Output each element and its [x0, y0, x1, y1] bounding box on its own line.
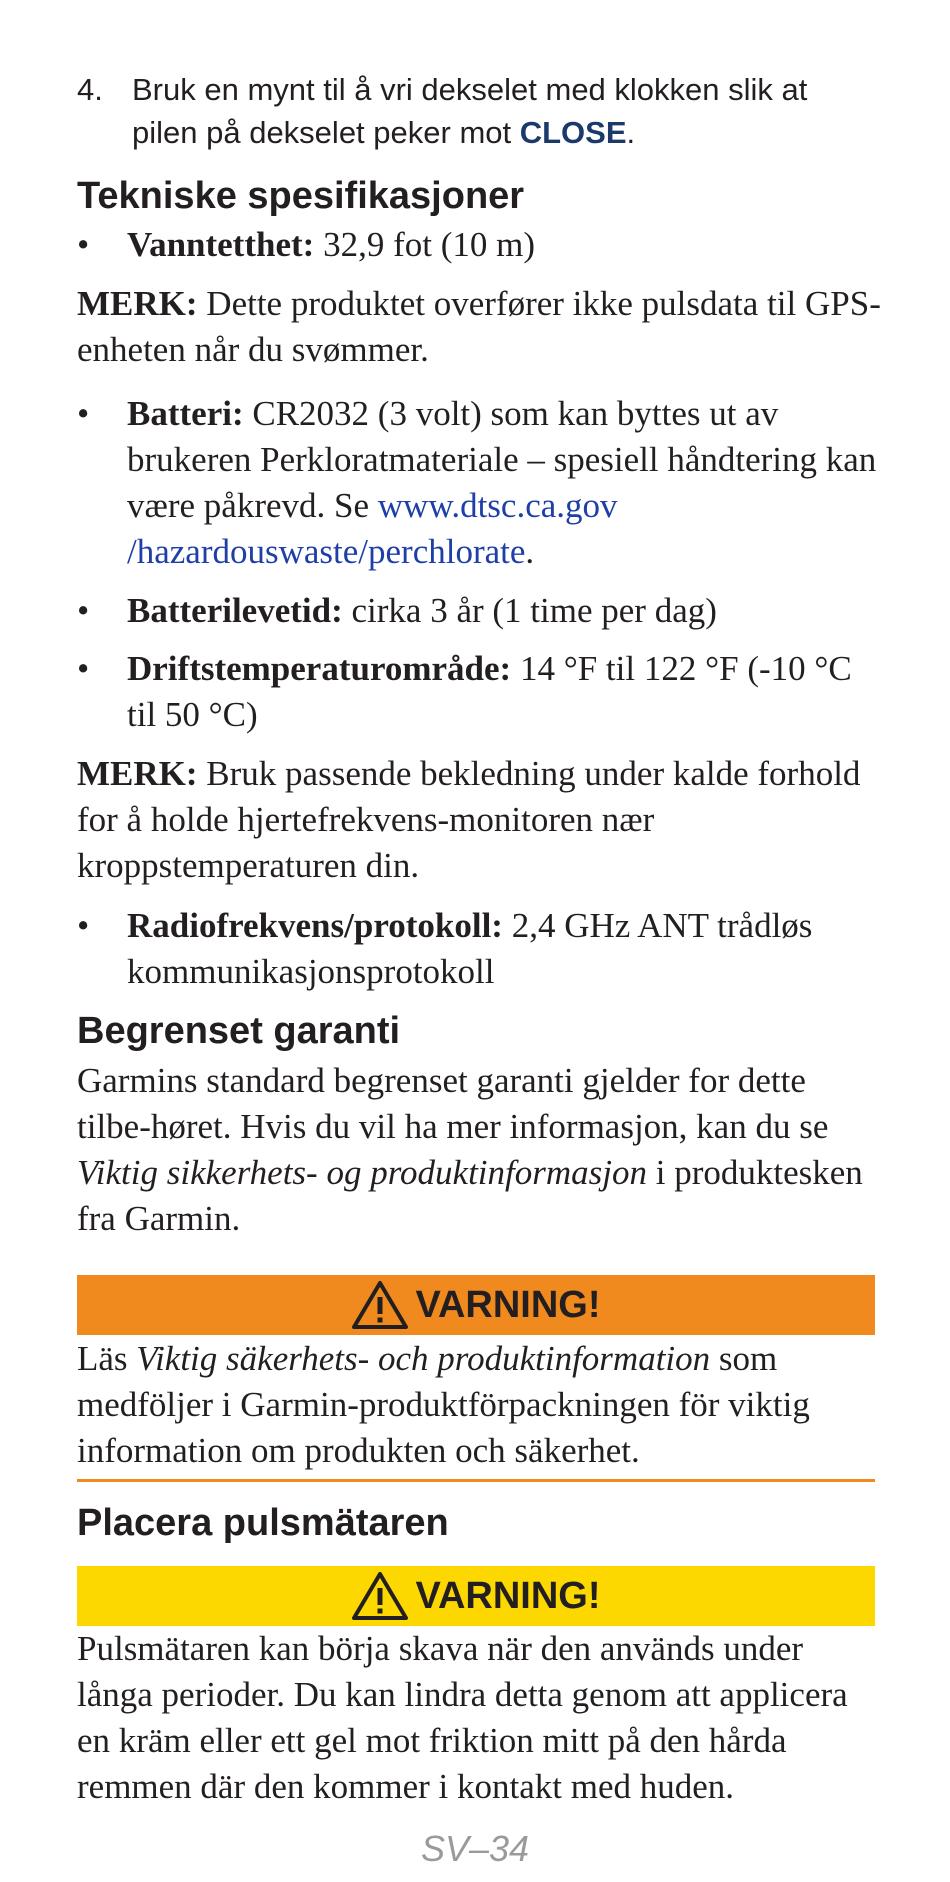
temp-label: Driftstemperaturområde:	[127, 649, 512, 688]
bullet: •	[77, 225, 90, 264]
placera-heading: Placera pulsmätaren	[77, 1502, 449, 1544]
note-2-text: Bruk passende bekledning under kalde forhold for å holde hjertefrekvens-monitoren nær kroppstemperaturen din.	[77, 754, 861, 885]
warranty-heading: Begrenset garanti	[77, 1010, 401, 1052]
orange-divider	[77, 1479, 875, 1482]
perchlorate-link[interactable]: /hazardouswaste/perchlorate	[127, 532, 526, 571]
bullet: •	[77, 649, 90, 688]
warranty-text	[77, 1058, 887, 1242]
warning-triangle-icon	[351, 1571, 409, 1621]
page-number: SV–34	[420, 1828, 530, 1869]
warning-label: VARNING!	[415, 1574, 601, 1617]
step-text-after: .	[626, 115, 636, 150]
warranty-text-before: Garmins standard begrenset garanti gjelder for dette tilbe-høret. Hvis du vil ha mer informasjon, kan du se	[77, 1061, 829, 1146]
battery-life-label: Batterilevetid:	[127, 591, 343, 630]
dtsc-link[interactable]: www.dtsc.ca.gov	[377, 486, 618, 525]
spec-water	[77, 222, 877, 268]
note-1-label: MERK:	[77, 284, 198, 323]
warning-1-text	[77, 1336, 887, 1474]
warranty-text-after: i produktesken fra Garmin.	[77, 1153, 863, 1238]
warning-banner-orange	[77, 1275, 875, 1335]
spec-radio	[77, 903, 877, 995]
note-2-label: MERK:	[77, 754, 198, 793]
warning-triangle-icon	[351, 1280, 409, 1330]
warning-banner-yellow	[77, 1566, 875, 1626]
note-2	[77, 751, 887, 889]
radio-value: 2,4 GHz ANT trådløs kommunikasjonsprotokoll	[127, 906, 813, 991]
battery-text: CR2032 (3 volt) som kan byttes ut av brukeren Perkloratmateriale – spesiell håndtering kan være påkrevd. Se	[127, 394, 877, 525]
spec-battery	[77, 391, 877, 575]
step-text	[132, 68, 877, 154]
bullet: •	[77, 394, 90, 433]
step-number: 4.	[77, 72, 103, 107]
battery-life-value: cirka 3 år (1 time per dag)	[342, 591, 717, 630]
close-keyword: CLOSE	[519, 115, 627, 150]
step-text-before: Bruk en mynt til å vri dekselet med klokken slik at pilen på dekselet peker mot	[132, 72, 808, 150]
placera-text: Pulsmätaren kan börja skava när den används under långa perioder. Du kan lindra detta genom att applicera en kräm eller ett gel mot friktion mitt på den hårda remmen där den kommer i kontakt med huden.	[77, 1629, 848, 1806]
radio-label: Radiofrekvens/protokoll:	[127, 906, 503, 945]
temp-value: 14 °F til 122 °F (-10 °C til 50 °C)	[127, 649, 852, 734]
warning-1-italic: Viktig säkerhets- och produktinformation	[136, 1339, 711, 1378]
warning-1-text-before: Läs	[77, 1339, 137, 1378]
battery-after: .	[525, 532, 535, 571]
water-value: 32,9 fot (10 m)	[314, 225, 535, 264]
note-1-text: Dette produktet overfører ikke pulsdata til GPS-enheten når du svømmer.	[77, 284, 881, 369]
spec-temperature	[77, 646, 877, 738]
battery-label: Batteri:	[127, 394, 244, 433]
note-1	[77, 281, 887, 373]
step-4	[77, 68, 877, 154]
warning-label: VARNING!	[415, 1283, 601, 1326]
bullet: •	[77, 591, 90, 630]
spec-battery-life	[77, 588, 877, 634]
warranty-italic: Viktig sikkerhets- og produktinformasjon	[77, 1153, 647, 1192]
water-label: Vanntetthet:	[127, 225, 315, 264]
bullet: •	[77, 906, 90, 945]
warning-1-text-after: som medföljer i Garmin-produktförpackningen för viktig information om produkten och säkerhet.	[77, 1339, 810, 1470]
specs-heading: Tekniske spesifikasjoner	[77, 175, 525, 217]
